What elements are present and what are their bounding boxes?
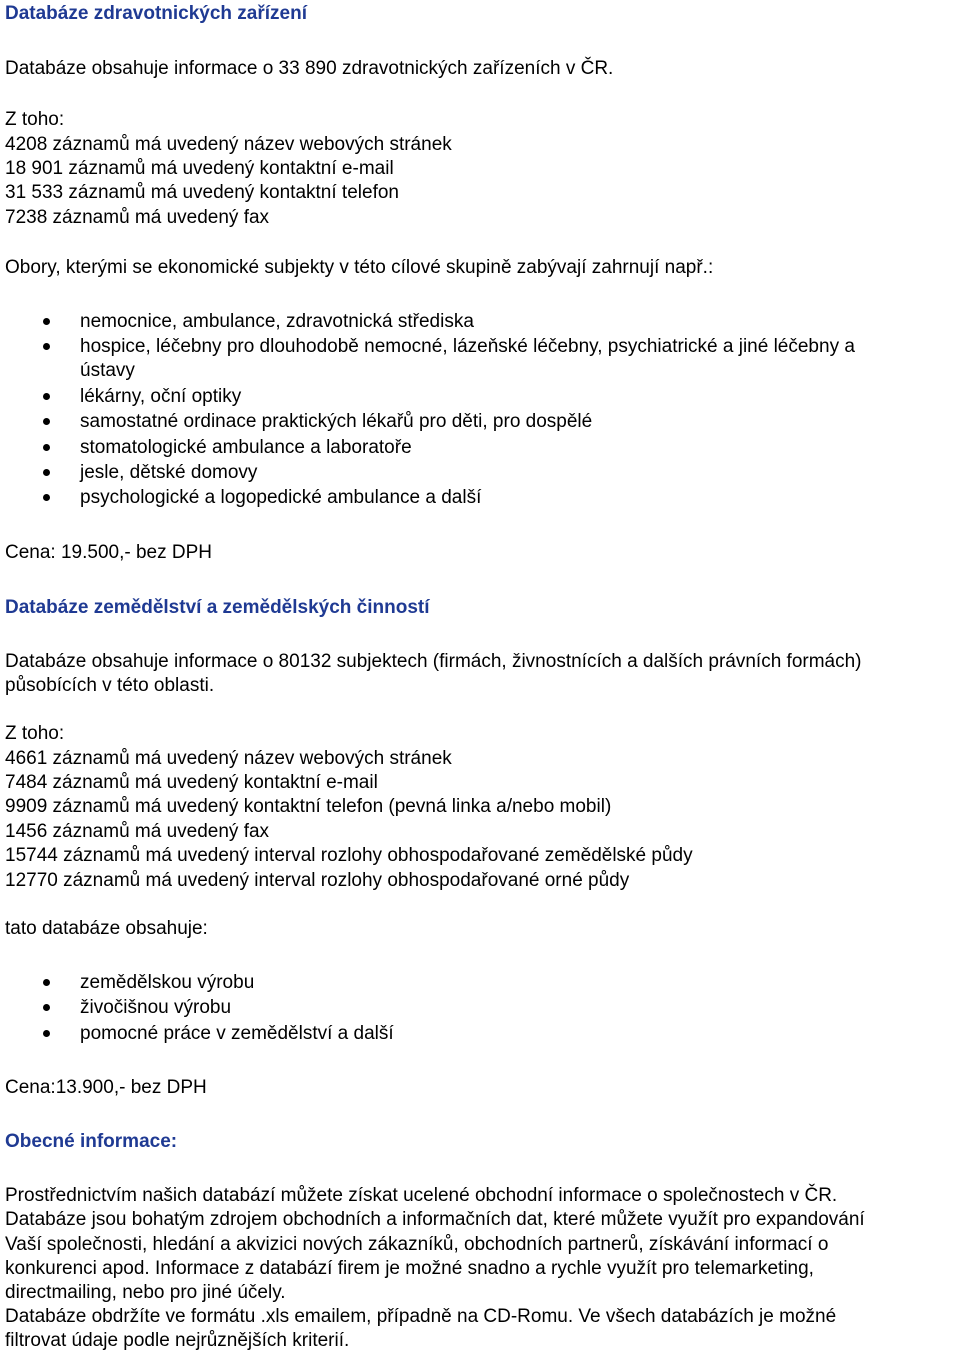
- agriculture-stat: 1456 záznamů má uvedený fax: [5, 821, 270, 842]
- agriculture-intro-cont: působících v této oblasti.: [5, 675, 215, 696]
- list-item: hospice, léčebny pro dlouhodobě nemocné, lázeňské léčebny, psychiatrické a jiné léčebny a: [80, 336, 855, 357]
- bullet-icon: [43, 318, 50, 325]
- agriculture-stat: 12770 záznamů má uvedený interval rozlohy obhospodařované orné půdy: [5, 870, 630, 891]
- healthcare-price: Cena: 19.500,- bez DPH: [5, 542, 213, 563]
- general-paragraph-line: konkurenci apod. Informace z databází firem je možné snadno a rychle využít pro telemarketing,: [5, 1258, 814, 1279]
- general-paragraph-line: Databáze obdržíte ve formátu .xls emailem, případně na CD-Romu. Ve všech databázích je možné: [5, 1306, 837, 1327]
- agriculture-title: Databáze zemědělství a zemědělských činností: [5, 597, 430, 618]
- list-item: živočišnou výrobu: [80, 997, 232, 1018]
- bullet-icon: [43, 494, 50, 501]
- healthcare-title: Databáze zdravotnických zařízení: [5, 3, 307, 24]
- agriculture-stat: 7484 záznamů má uvedený kontaktní e-mail: [5, 772, 378, 793]
- general-paragraph-line: Prostřednictvím našich databází můžete získat ucelené obchodní informace o společnostech v ČR.: [5, 1185, 838, 1206]
- healthcare-stat: 4208 záznamů má uvedený název webových stránek: [5, 134, 452, 155]
- agriculture-of-which: Z toho:: [5, 723, 65, 744]
- agriculture-stat: 15744 záznamů má uvedený interval rozlohy obhospodařované zemědělské půdy: [5, 845, 693, 866]
- general-paragraph-line: directmailing, nebo pro jiné účely.: [5, 1282, 286, 1303]
- bullet-icon: [43, 469, 50, 476]
- bullet-icon: [43, 1004, 50, 1011]
- bullet-icon: [43, 393, 50, 400]
- list-item: zemědělskou výrobu: [80, 972, 255, 993]
- general-paragraph-line: Databáze jsou bohatým zdrojem obchodních a informačních dat, které můžete využít pro expandování: [5, 1209, 865, 1230]
- agriculture-stat: 4661 záznamů má uvedený název webových stránek: [5, 748, 452, 769]
- agriculture-price: Cena:13.900,- bez DPH: [5, 1077, 207, 1098]
- healthcare-stat: 7238 záznamů má uvedený fax: [5, 207, 270, 228]
- list-item: nemocnice, ambulance, zdravotnická střediska: [80, 311, 474, 332]
- healthcare-fields-intro: Obory, kterými se ekonomické subjekty v této cílové skupině zabývají zahrnují např.:: [5, 257, 714, 278]
- list-item: psychologické a logopedické ambulance a další: [80, 487, 482, 508]
- list-item: jesle, dětské domovy: [80, 462, 258, 483]
- bullet-icon: [43, 1030, 50, 1037]
- healthcare-of-which: Z toho:: [5, 109, 65, 130]
- list-item: samostatné ordinace praktických lékařů pro děti, pro dospělé: [80, 411, 593, 432]
- list-item: pomocné práce v zemědělství a další: [80, 1023, 394, 1044]
- list-item: lékárny, oční optiky: [80, 386, 242, 407]
- agriculture-contains-label: tato databáze obsahuje:: [5, 918, 208, 939]
- list-item-continuation: ústavy: [80, 360, 135, 381]
- healthcare-stat: 31 533 záznamů má uvedený kontaktní telefon: [5, 182, 399, 203]
- agriculture-intro: Databáze obsahuje informace o 80132 subjektech (firmách, živnostnících a dalších právních formách): [5, 651, 862, 672]
- bullet-icon: [43, 343, 50, 350]
- bullet-icon: [43, 444, 50, 451]
- list-item: stomatologické ambulance a laboratoře: [80, 437, 412, 458]
- healthcare-stat: 18 901 záznamů má uvedený kontaktní e-mail: [5, 158, 394, 179]
- general-paragraph-line: filtrovat údaje podle nejrůznějších kriterií.: [5, 1330, 350, 1351]
- general-title: Obecné informace:: [5, 1131, 178, 1152]
- general-paragraph-line: Vaší společnosti, hledání a akvizici nových zákazníků, obchodních partnerů, získávání informací o: [5, 1234, 829, 1255]
- bullet-icon: [43, 418, 50, 425]
- bullet-icon: [43, 979, 50, 986]
- healthcare-intro: Databáze obsahuje informace o 33 890 zdravotnických zařízeních v ČR.: [5, 58, 614, 79]
- agriculture-stat: 9909 záznamů má uvedený kontaktní telefon (pevná linka a/nebo mobil): [5, 796, 612, 817]
